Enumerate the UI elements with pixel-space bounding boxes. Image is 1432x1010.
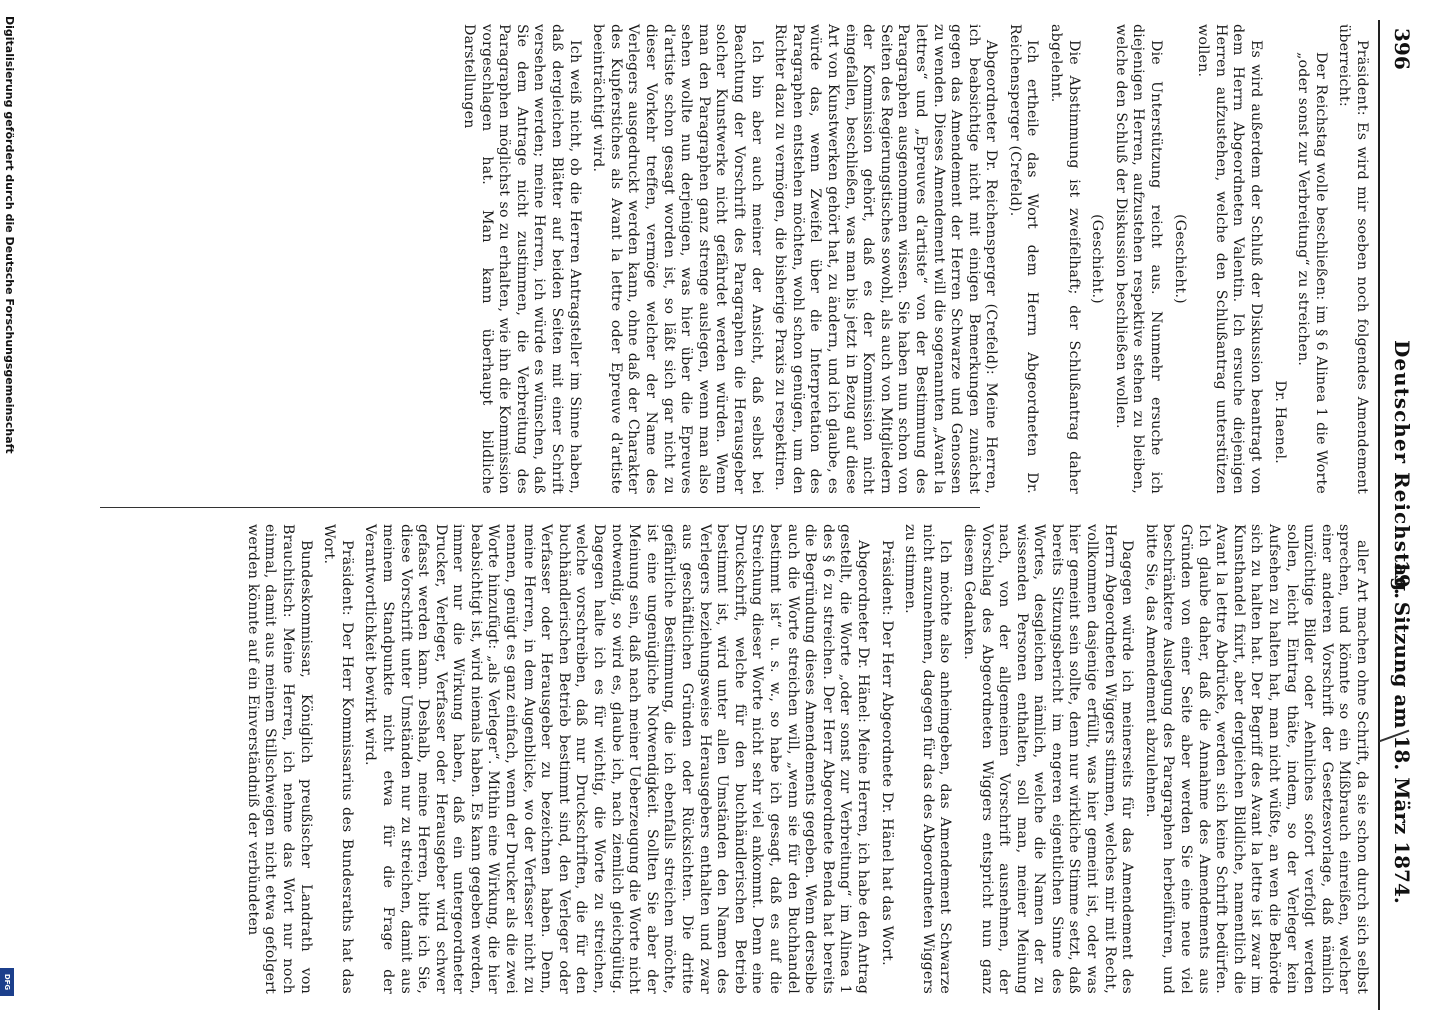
paragraph: aller Art machen ohne Schrift, da sie schon durch sich selbst sprechen, und könnte so ein Mißbrauch einreißen, welcher einer anderen Vorschrift der Gesetzesvorlage, daß nämlich unzüchtige Bilder oder Aehnliches sofort verfolgt werden sollen, leicht Eintrag thäte, indem, so der Verleger kein Aufsehen zu halten hat, man nicht wüßte, an wen die Behörde sich zu halten hat. Der Begriff des Avant la lettre ist zwar im Kunsthandel fixirt, aber dergleichen Bildliche, namentlich die Avant la lettre Abdrücke, werden sich keine Schrift bedürfen. Ich glaube daher, daß die Annahme des Amendements aus Gründen von einer Seite aber werden Sie eine neue viel beschränktere Auslegung des Paragraphen herbeiführen, und bitte Sie, das Amendement abzulehnen. <box>1142 524 1370 994</box>
paragraph: Ich bin aber auch meiner der Ansicht, daß selbst bei Beachtung der Vorschrift des Paragraphen die Herausgeber solcher Kunstwerke nicht gefährdet werden würden. Wenn man den Paragraphen ganz strenge auslegen, wenn man also sehen wollte nun derjenigen, was hier über die Epreuves d'artiste schon gesagt worden ist, so läßt sich gar nicht zu dieser Vorkehr treffen, vermöge welcher der Name des Verlegers ausgedruckt werden kann, ohne daß der Charakter des Kupferstiches als Avant la lettre oder Epreuve d'artiste beeinträchtigt wird. <box>590 24 765 494</box>
paragraph: Der Reichstag wolle beschließen: im § 6 Alinea 1 die Worte „oder sonst zur Verbreitung“ zu streichen. <box>1295 52 1329 494</box>
dfg-logo-text: DFG <box>3 973 11 991</box>
page-title: Deutscher Reichstag. <box>1390 340 1414 601</box>
right-column <box>237 524 1370 994</box>
paragraph: Abgeordneter Dr. Hänel: Meine Herren, ich habe den Antrag gestellt, die Worte „oder sonst zur Verbreitung“ im Alinea 1 des § 6 zu streichen. Der Herr Abgeordnete Benda hat bereits die Begründung dieses Amendements gegeben. Wenn derselbe auch die Worte streichen will, „wenn sie für den Buchhandel bestimmt ist“ u. s. w., so habe ich gesagt, daß es auf die Streichung dieser Worte nicht sehr viel ankommt. Denn eine Druckschrift, welche für den buchhändlerischen Betrieb bestimmt ist, wird unter allen Umständen den Namen des Verlegers beziehungsweise Herausgebers enthalten und zwar aus geschäftlichen Gründen oder Rücksichten. Die dritte gefährliche Bestimmung, die ich ebenfalls streichen möchte, ist eine ungenügliche Notwendigkeit. Sollten Sie aber der Meinung sein, daß nach meiner Ueberzeugung die Worte nicht notwendig, so wird es, glaube ich, nach ziemlich gleichgültig. Dagegen halte ich es für wichtig, die Worte zu streichen, welche vorschreiben, daß nur Druckschriften, die für den buchhändlerischen Betrieb bestimmt sind, den Verleger oder Verfasser oder Herausgeber zu bezeichnen haben. Denn, meine Herren, in dem Augenblicke, wo der Verfasser nicht zu nennen, genügt es ganz einfach, wenn der Drucker als die zwei Worte hinzufügt: „als Verleger“. Mithin eine Wirkung, die hier beabsichtigt ist, wird niemals haben. Es kann gegeben werden, immer nur die Wirkung haben, daß ein untergeordneter Drucker, Verleger, Verfasser oder Herausgeber wird schwer gefasst werden kann. Deshalb, meine Herren, bitte ich Sie, diese Vorschrift unter Umständen nur zu streichen, damit aus meinem Standpunkte nicht etwa für die Frage der Verantwortlichkeit bewirkt wird. <box>362 524 871 994</box>
paragraph: Ich ertheile das Wort dem Herrn Abgeordneten Dr. Reichensperger (Crefeld). <box>1006 24 1041 494</box>
paragraph: Präsident: Der Herr Abgeordnete Dr. Hänel hat das Wort. <box>878 540 895 966</box>
paragraph: Es wird außerdem der Schluß der Diskussion beantragt von dem Herrn Abgeordneten Valentin. Ich ersuche diejenigen Herren aufzustehen, welche den Schlußantrag unterstützen wollen. <box>1195 24 1265 494</box>
paragraph: Die Unterstützung reicht aus. Nunmehr ersuche ich diejenigen Herren, aufzustehen respektive stehen zu bleiben, welche den Schluß der Diskussion beschließen wollen. <box>1112 24 1165 494</box>
rotated-page <box>30 20 1420 1010</box>
digitization-note <box>2 8 16 993</box>
paragraph: Abgeordneter Dr. Reichensperger (Crefeld): Meine Herren, ich beabsichtige nicht mit einigen Bemerkungen zunächst gegen das Amendement der Herren Schwarze und Genossen zu wenden. Dieses Amendement will die sogenannten „Avant la lettres“ und „Epreuves d'artiste“ von der Bestimmung des Paragraphen ausgenommen wissen. Sie haben nun schon von Seiten des Regierungstisches sowohl, als auch von Mitgliedern der Kommission gehört, daß es der Kommission nicht eingefallen, beschließen, was man bis jetzt in Bezug auf diese Art von Kunstwerken gehört hat, zu ändern, und ich glaube, es würde das, wenn Zweifel über die Interpretation des Paragraphen entstehen möchten, wohl schon genügen, um den Richter dazu zu vermögen, die bisherige Praxis zu respektiren. <box>772 24 1000 494</box>
paragraph: Bundeskommissar, Königlich preußischer Landrath von Brauchitsch: Meine Herren, ich nehme das Wort nur noch einmal, damit aus meinem Stillschweigen nicht etwa gefolgert werden könnte auf ein Einverständniß der verbündeten <box>244 524 314 994</box>
column-divider <box>100 507 980 508</box>
paragraph: (Geschieht.) <box>1171 214 1188 304</box>
left-column <box>454 24 1371 494</box>
paragraph: Präsident: Der Herr Kommissarius des Bundesraths hat das Wort. <box>321 524 355 994</box>
digitization-note-text: Digitalisierung gefördert durch die Deutsche Forschungsgemeinschaft <box>3 16 16 454</box>
paragraph: Die Abstimmung ist zweifelhaft; der Schlußantrag daher abgelehnt. <box>1048 24 1082 494</box>
paragraph: Dagegen würde ich meinerseits für das Amendement des Herrn Abgeordneten Wiggers stimmen, welches mir mit Recht, vollkommen dasjenige erfüllt, was hier gemeint ist, oder was hier gemeint sein sollte, denn nur wirkliche Stimme setzt, daß bereits Sitzungsbericht im engeren eigentlichen Sinne des Wortes, desgleichen nämlich, welche die Namen der zu wissenden Personen enthalten, soll man, meiner Meinung nach, von der allgemeinen Vorschrift ausnehmen, der Vorschlag des Abgeordneten Wiggers entspricht nun ganz diesem Gedanken. <box>960 524 1136 994</box>
paragraph: (Geschieht.) <box>1089 214 1106 304</box>
page-header <box>1378 20 1420 1010</box>
dfg-logo <box>0 968 14 996</box>
paragraph: Ich weiß nicht, ob die Herren Antragsteller im Sinne haben, daß dergleichen Blätter auf beiden Seiten mit einer Schrift versehen werden; meine Herren, ich würde es wünschen, daß Sie dem Antrage nicht zustimmen, die Verbreitung des Paragraphen möglichst so zu erhalten, wie ihn die Kommission vorgeschlagen hat. Man kann überhaupt bildliche Darstellungen <box>461 24 583 494</box>
page-number: 396 <box>1390 28 1414 70</box>
paragraph: Dr. Haenel. <box>1271 380 1288 464</box>
paragraph: Ich möchte also anheimgeben, das Amendement Schwarze nicht anzunehmen, dagegen für das des Abgeordneten Wiggers zu stimmen. <box>902 524 954 994</box>
session-line: 19. Sitzung am 18. März 1874. <box>1390 560 1414 904</box>
paragraph: Präsident: Es wird mir soeben noch folgendes Amendement überreicht: <box>1336 24 1370 494</box>
